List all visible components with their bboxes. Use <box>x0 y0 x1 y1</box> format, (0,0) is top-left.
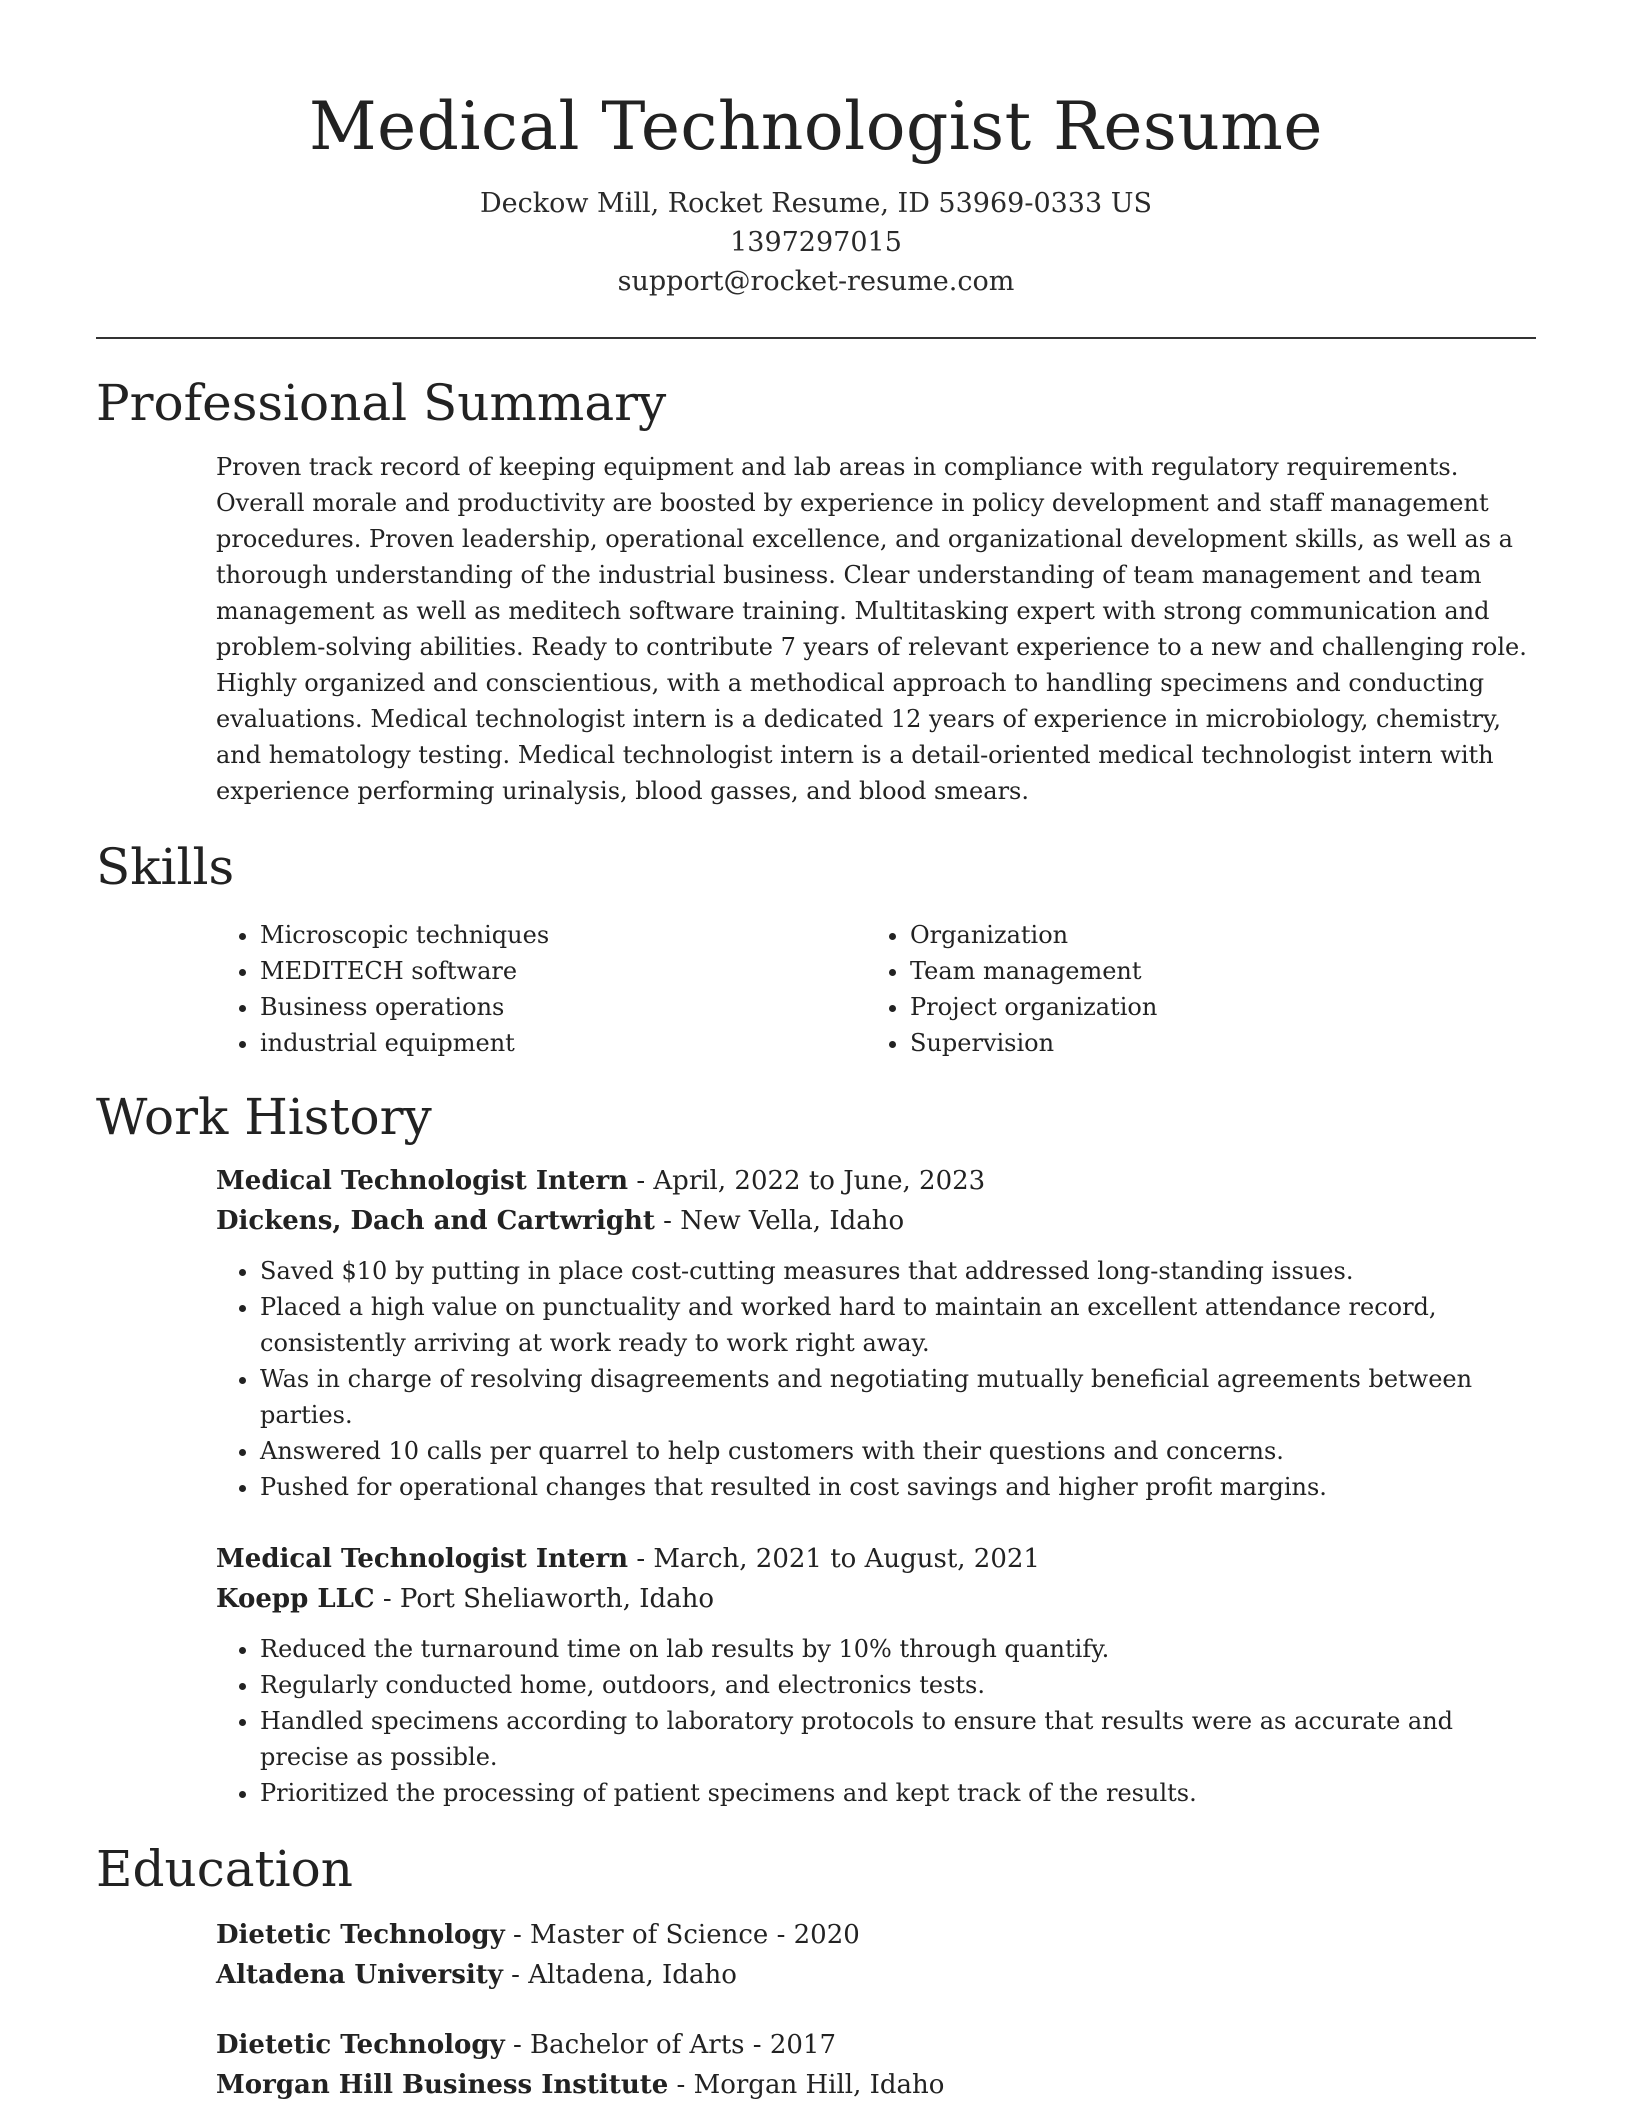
education-entry <box>216 2025 1536 2105</box>
header-divider <box>96 337 1536 339</box>
job-title-line <box>216 1539 1536 1579</box>
job-company-line <box>216 1201 1536 1241</box>
job-location: - Port Sheliaworth, Idaho <box>374 1584 715 1614</box>
skills-column-right <box>866 917 1516 1061</box>
job-bullet: • Regularly conducted home, outdoors, and electronics tests. <box>260 1667 1536 1703</box>
resume-title: Medical Technologist Resume <box>309 88 1323 165</box>
job-entry <box>216 1161 1536 1505</box>
skills-list <box>216 917 1536 1061</box>
job-bullet: • Handled specimens according to laboratory protocols to ensure that results were as accurate and precise as possible. <box>260 1703 1536 1775</box>
education-school: Altadena University <box>216 1960 503 1990</box>
job-bullet: • Saved $10 by putting in place cost-cutting measures that addressed long-standing issues. <box>260 1253 1536 1289</box>
education-field: Dietetic Technology <box>216 2030 505 2060</box>
contact-email: support@rocket-resume.com <box>617 266 1015 297</box>
job-bullet: • Reduced the turnaround time on lab results by 10% through quantify. <box>260 1631 1536 1667</box>
contact-info <box>96 184 1536 301</box>
education-school: Morgan Hill Business Institute <box>216 2070 669 2100</box>
job-title: Medical Technologist Intern <box>216 1544 629 1574</box>
job-bullet: • Placed a high value on punctuality and worked hard to maintain an excellent attendance record, consistently arriving at work ready to work right away. <box>260 1289 1536 1361</box>
skills-heading: Skills <box>96 838 235 896</box>
skill-item: • Organization <box>910 917 1516 953</box>
skill-item: • Supervision <box>910 1025 1516 1061</box>
education-degree-line <box>216 1915 1536 1955</box>
education-degree-line <box>216 2025 1536 2065</box>
job-bullet: • Pushed for operational changes that resulted in cost savings and higher profit margins. <box>260 1469 1536 1505</box>
education-school-line <box>216 2065 1536 2105</box>
skills-column-left <box>216 917 866 1061</box>
resume-header <box>96 0 1536 301</box>
education-location: - Altadena, Idaho <box>502 1960 737 1990</box>
job-title: Medical Technologist Intern <box>216 1166 629 1196</box>
job-dates: - April, 2022 to June, 2023 <box>628 1166 986 1196</box>
job-bullets <box>216 1631 1536 1811</box>
education-location: - Morgan Hill, Idaho <box>668 2070 945 2100</box>
education-degree: - Master of Science - 2020 <box>504 1920 860 1950</box>
job-company: Koepp LLC <box>216 1584 375 1614</box>
work-history-heading: Work History <box>96 1088 432 1146</box>
skill-item: • Team management <box>910 953 1516 989</box>
contact-address: Deckow Mill, Rocket Resume, ID 53969-0333 US <box>479 188 1152 219</box>
job-bullet: • Prioritized the processing of patient specimens and kept track of the results. <box>260 1775 1536 1811</box>
education-degree: - Bachelor of Arts - 2017 <box>504 2030 836 2060</box>
contact-phone: 1397297015 <box>730 227 902 258</box>
job-bullets <box>216 1253 1536 1505</box>
skill-item: • industrial equipment <box>260 1025 866 1061</box>
skill-item: • Business operations <box>260 989 866 1025</box>
education-entry <box>216 1915 1536 1995</box>
education-school-line <box>216 1955 1536 1995</box>
job-location: - New Vella, Idaho <box>654 1206 905 1236</box>
job-entry <box>216 1539 1536 1811</box>
education-heading: Education <box>96 1840 353 1898</box>
job-title-line <box>216 1161 1536 1201</box>
skill-item: • Microscopic techniques <box>260 917 866 953</box>
job-company: Dickens, Dach and Cartwright <box>216 1206 655 1236</box>
skill-item: • Project organization <box>910 989 1516 1025</box>
job-bullet: • Answered 10 calls per quarrel to help customers with their questions and concerns. <box>260 1433 1536 1469</box>
job-company-line <box>216 1579 1536 1619</box>
job-bullet: • Was in charge of resolving disagreements and negotiating mutually beneficial agreements between parties. <box>260 1361 1536 1433</box>
summary-heading: Professional Summary <box>96 374 667 432</box>
job-dates: - March, 2021 to August, 2021 <box>628 1544 1040 1574</box>
summary-text: Proven track record of keeping equipment and lab areas in compliance with regulatory requirements. Overall morale and productivity are boosted by experience in policy development and staff management procedures. Proven leadership, operational excellence, and organizational development skills, as well as a thorough understanding of the industrial business. Clear understanding of team management and team management as well as meditech software training. Multitasking expert with strong communication and problem-solving abilities. Ready to contribute 7 years of relevant experience to a new and challenging role. Highly organized and conscientious, with a methodical approach to handling specimens and conducting evaluations. Medical technologist intern is a dedicated 12 years of experience in microbiology, chemistry, and hematology testing. Medical technologist intern is a detail-oriented medical technologist intern with experience performing urinalysis, blood gasses, and blood smears. <box>216 453 1527 805</box>
skill-item: • MEDITECH software <box>260 953 866 989</box>
education-field: Dietetic Technology <box>216 1920 505 1950</box>
